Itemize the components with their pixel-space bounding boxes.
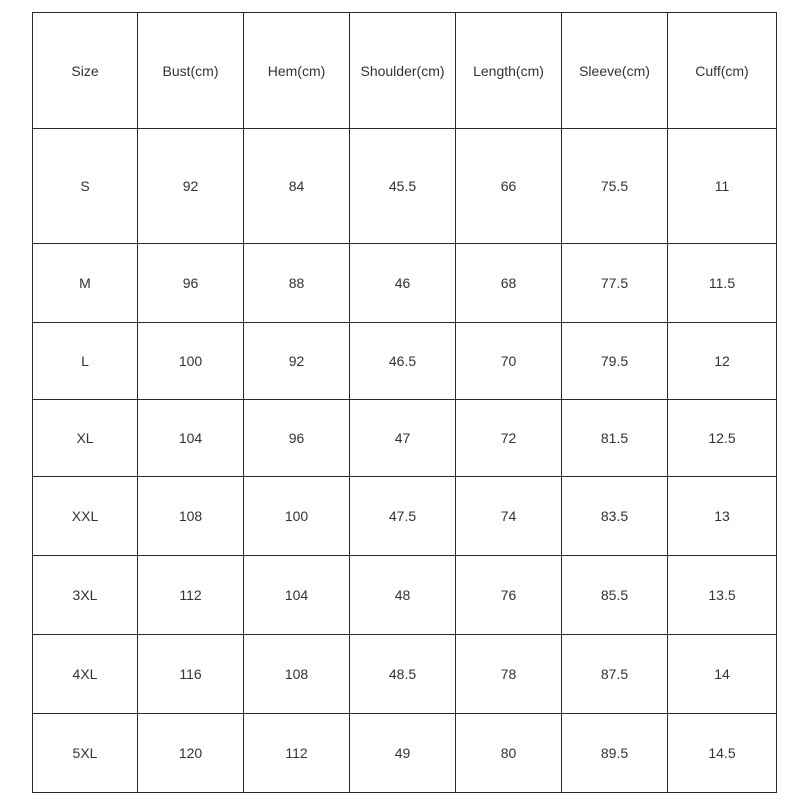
length-cell: 74 <box>456 477 562 556</box>
shoulder-cell: 47.5 <box>350 477 456 556</box>
table-row <box>33 244 777 323</box>
shoulder-cell: 46.5 <box>350 323 456 400</box>
shoulder-cell: 47 <box>350 400 456 477</box>
size-cell: 3XL <box>33 556 138 635</box>
table-row <box>33 714 777 793</box>
size-cell: 5XL <box>33 714 138 793</box>
bust-cell: 108 <box>138 477 244 556</box>
sleeve-cell: 89.5 <box>562 714 668 793</box>
hem-cell: 104 <box>244 556 350 635</box>
cuff-cell: 11.5 <box>668 244 777 323</box>
hem-cell: 92 <box>244 323 350 400</box>
sleeve-cell: 81.5 <box>562 400 668 477</box>
length-cell: 72 <box>456 400 562 477</box>
length-cell: 76 <box>456 556 562 635</box>
size-cell: XL <box>33 400 138 477</box>
cuff-cell: 12 <box>668 323 777 400</box>
hem-cell: 100 <box>244 477 350 556</box>
sleeve-cell: 85.5 <box>562 556 668 635</box>
length-cell: 68 <box>456 244 562 323</box>
column-header-size: Size <box>33 13 138 129</box>
hem-cell: 96 <box>244 400 350 477</box>
cuff-cell: 12.5 <box>668 400 777 477</box>
shoulder-cell: 46 <box>350 244 456 323</box>
column-header-length: Length(cm) <box>456 13 562 129</box>
hem-cell: 84 <box>244 129 350 244</box>
table-row <box>33 556 777 635</box>
size-cell: L <box>33 323 138 400</box>
sleeve-cell: 83.5 <box>562 477 668 556</box>
table-row <box>33 129 777 244</box>
table-row <box>33 400 777 477</box>
sleeve-cell: 77.5 <box>562 244 668 323</box>
table-row <box>33 635 777 714</box>
sleeve-cell: 87.5 <box>562 635 668 714</box>
column-header-sleeve: Sleeve(cm) <box>562 13 668 129</box>
bust-cell: 120 <box>138 714 244 793</box>
size-cell: S <box>33 129 138 244</box>
column-header-bust: Bust(cm) <box>138 13 244 129</box>
column-header-cuff: Cuff(cm) <box>668 13 777 129</box>
bust-cell: 96 <box>138 244 244 323</box>
cuff-cell: 14 <box>668 635 777 714</box>
length-cell: 66 <box>456 129 562 244</box>
table-row <box>33 477 777 556</box>
length-cell: 78 <box>456 635 562 714</box>
cuff-cell: 13.5 <box>668 556 777 635</box>
bust-cell: 92 <box>138 129 244 244</box>
bust-cell: 104 <box>138 400 244 477</box>
length-cell: 70 <box>456 323 562 400</box>
size-chart-table <box>32 12 777 793</box>
shoulder-cell: 48.5 <box>350 635 456 714</box>
hem-cell: 88 <box>244 244 350 323</box>
shoulder-cell: 45.5 <box>350 129 456 244</box>
table-row <box>33 323 777 400</box>
column-header-hem: Hem(cm) <box>244 13 350 129</box>
shoulder-cell: 49 <box>350 714 456 793</box>
bust-cell: 112 <box>138 556 244 635</box>
hem-cell: 112 <box>244 714 350 793</box>
size-cell: 4XL <box>33 635 138 714</box>
hem-cell: 108 <box>244 635 350 714</box>
cuff-cell: 11 <box>668 129 777 244</box>
bust-cell: 100 <box>138 323 244 400</box>
column-header-shoulder: Shoulder(cm) <box>350 13 456 129</box>
sleeve-cell: 75.5 <box>562 129 668 244</box>
table-header-row <box>33 13 777 129</box>
cuff-cell: 14.5 <box>668 714 777 793</box>
size-cell: M <box>33 244 138 323</box>
shoulder-cell: 48 <box>350 556 456 635</box>
sleeve-cell: 79.5 <box>562 323 668 400</box>
size-cell: XXL <box>33 477 138 556</box>
length-cell: 80 <box>456 714 562 793</box>
bust-cell: 116 <box>138 635 244 714</box>
cuff-cell: 13 <box>668 477 777 556</box>
